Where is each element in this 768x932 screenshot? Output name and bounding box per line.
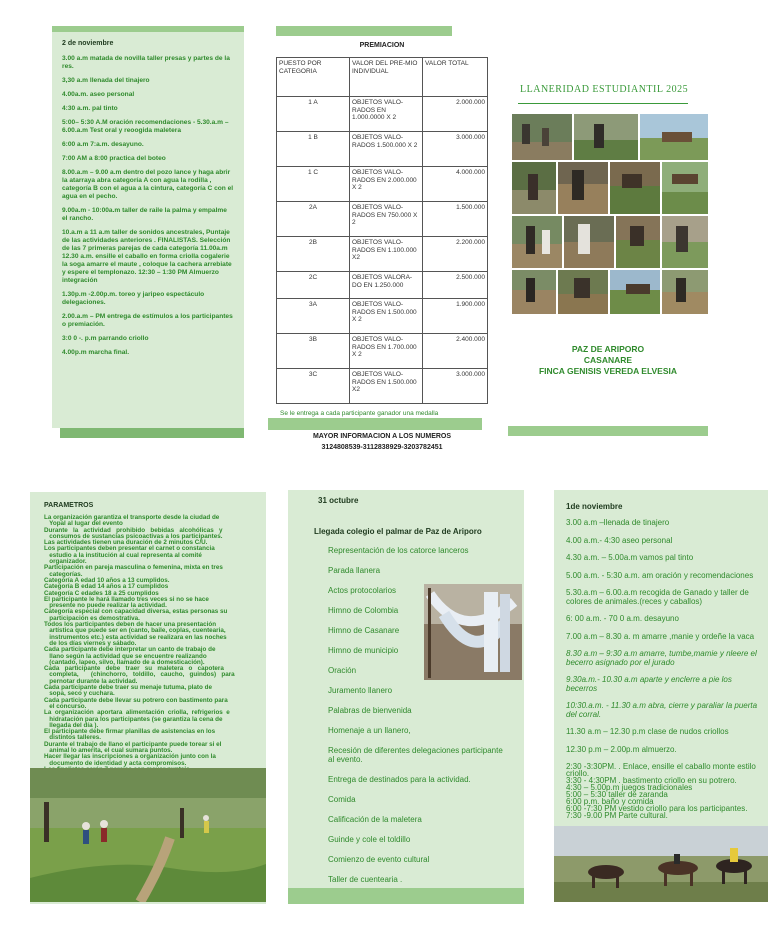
collage-photo-10	[616, 216, 660, 268]
award-row	[277, 132, 488, 167]
award-individual-value: OBJETOS VALO-RADOS EN 1.500.000 X 2	[350, 299, 423, 334]
parameter-line: Cada participante debe traer su menaje tutuma, plato de	[44, 684, 212, 692]
award-individual-value: OBJETOS VALO-RADOS EN 1.500.000 X2	[350, 369, 423, 404]
award-row	[277, 272, 488, 299]
schedule-nov2-item: 5:00– 5:30 A.M oración recomendaciones - 5.30.a.m – 6.00.a.m Test oral y reoogida maletera	[62, 119, 229, 134]
parameter-line: consumos de sustancias psicoactivas a los participantes.	[44, 532, 223, 540]
schedule-nov1-item: 11.30 a.m – 12.30 p.m clase de nudos criollos	[566, 727, 729, 736]
schedule-nov2-item: 2.00.a.m – PM entrega de estímulos a los participantes o premiación.	[62, 313, 233, 328]
award-position: 3C	[277, 369, 350, 404]
award-position: 1 B	[277, 132, 350, 167]
award-position: 3A	[277, 299, 350, 334]
schedule-oct31-panel	[288, 490, 524, 902]
hammock-photo	[424, 584, 522, 680]
schedule-nov1-item: 7.00 a.m – 8.30 a. m amarre ,manie y ordeñe la vaca	[566, 631, 755, 641]
cover-place-department: CASANARE	[583, 355, 633, 365]
schedule-nov2-item: 9.00a.m - 10:00a.m taller de raile la palma y empalme el rancho.	[62, 207, 227, 222]
panel2-bottom-bar	[268, 418, 482, 430]
award-row	[277, 334, 488, 369]
schedule-nov1-item: 5.30.a.m – 6.00.a.m recogida de Ganado y taller de colores de animales.(reces y caballos)	[566, 588, 749, 606]
schedule-nov1-item: 10:30.a.m. - 11.30 a.m abra, cierre y paraliar la puerta del corral.	[566, 701, 758, 719]
schedule-nov1-item: 5.00 a.m. - 5:30 a.m. am oración y recomendaciones	[566, 570, 754, 580]
schedule-nov1-item: 4.30 a.m. – 5.00a.m vamos pal tinto	[566, 553, 694, 562]
schedule-nov1-item: 4.00 a.m.- 4:30 aseo personal	[566, 535, 673, 545]
schedule-oct31-item: Comienzo de evento cultural	[328, 855, 430, 864]
parameter-line: (cantado, lapeo, silvo, llamado de a domesticación).	[44, 658, 205, 666]
collage-photo-7	[662, 162, 708, 214]
cover-place-municipality: PAZ DE ARIPORO	[571, 344, 645, 354]
award-total-value: 1.500.000	[423, 202, 488, 237]
parameter-line: Categoría A edad 10 años a 13 cumplidos.	[44, 576, 170, 584]
info-title: MAYOR INFORMACION A LOS NUMEROS	[312, 433, 452, 440]
parameter-line: La organización aportara alimentación criolla, refrigerios e	[44, 709, 230, 717]
award-position: 3B	[277, 334, 350, 369]
award-individual-value: OBJETOS VALO-RADOS EN 1.000.0000 X 2	[350, 97, 423, 132]
parameter-line: pernotar durante la actividad.	[44, 677, 138, 685]
cover-photo-collage	[512, 114, 708, 314]
collage-photo-2	[574, 114, 638, 160]
header-individual-value: VALOR DEL PRE-MIO INDIVIDUAL	[350, 58, 423, 97]
parameter-line: organizador.	[44, 558, 87, 566]
parameter-line: Yopal al lugar del evento	[44, 520, 123, 528]
parameter-line: Participación en pareja masculina o femenina, mixta en tres	[44, 564, 223, 572]
schedule-oct31-item: Himno de Colombia	[328, 606, 399, 615]
awards-table	[276, 57, 488, 404]
parameter-line: El participante le hará llamado tres veces si no se hace	[44, 595, 209, 603]
schedule-nov2-item: 10.a.m a 11 a.m taller de sonidos ancestrales, Puntaje de las actividades anteriores . FINALISTAS. Selección de las 7 primeras parejas de cada categoría 11.00a.m 12.30 a.m. ensille el caballo en forma criolla cogalerie la soga amarre el maute , coloque la cachera arrebiate y espere el templonazo. 12:30 – 1:30 PM Almuerzo integración	[62, 229, 232, 284]
award-row	[277, 97, 488, 132]
parameter-line: La organización garantiza el transporte desde la ciudad de	[44, 514, 220, 521]
schedule-nov2-item: 3:0 0 -. p.m parrando criollo	[62, 335, 149, 342]
schedule-oct31-item: Representación de los catorce lanceros	[328, 546, 469, 555]
parameter-line: Durante el trabajo de llano el participante puede torear si el	[44, 740, 222, 748]
schedule-oct31-item: Comida	[328, 795, 356, 804]
award-position: 2B	[277, 237, 350, 272]
schedule-nov2-item: 6:00 a.m 7:a.m. desayuno.	[62, 141, 144, 148]
parameter-line: el concurso.	[44, 702, 87, 710]
award-total-value: 2.400.000	[423, 334, 488, 369]
award-position: 2C	[277, 272, 350, 299]
award-row	[277, 237, 488, 272]
award-row	[277, 369, 488, 404]
collage-photo-4	[512, 162, 556, 214]
schedule-oct31-item: Recesión de diferentes delegaciones participante al evento.	[328, 746, 503, 764]
cover-title: LLANERIDAD ESTUDIANTIL 2025	[520, 84, 689, 95]
award-total-value: 3.000.000	[423, 132, 488, 167]
award-individual-value: OBJETOS VALO-RADOS 1.500.000 X 2	[350, 132, 423, 167]
schedule-nov1-item: 8.30 a.m – 9:30 a.m amarre, tumbe,mamie y nleere el becerro asignado por el jurado	[566, 649, 757, 667]
collage-photo-9	[564, 216, 614, 268]
schedule-oct31-item: Guinde y cole el toldillo	[328, 835, 411, 844]
award-total-value: 4.000.000	[423, 167, 488, 202]
schedule-nov1-item: 4:30 – 5.00p.m juegos tradicionales	[566, 783, 693, 792]
parameter-line: llegada del día ).	[44, 721, 99, 729]
parameters-title: PARAMETROS	[44, 502, 94, 509]
schedule-oct31-item: Homenaje a un llanero,	[328, 726, 411, 735]
parameter-line: categorías.	[44, 570, 83, 578]
schedule-nov2-title: 2 de noviembre	[62, 40, 114, 47]
collage-photo-3	[640, 114, 708, 160]
collage-photo-1	[512, 114, 572, 160]
panel3-bottom-bar	[508, 426, 708, 436]
parameter-line: distintos talleres.	[44, 734, 102, 742]
cover-title-underline	[518, 103, 688, 104]
schedule-nov1-item: 5:00 – 5:30 taller de zaranda	[566, 790, 668, 799]
schedule-nov1-item: 2:30 -3:30PM. . Enlace, ensille el caballo monte estilo criollo.	[566, 762, 756, 778]
parameter-line: Durante la actividad prohibido bebidas alcohólicas y	[44, 526, 223, 534]
schedule-oct31-item: Oración	[328, 666, 357, 675]
award-individual-value: OBJETOS VALO-RADOS EN 750.000 X 2	[350, 202, 423, 237]
parameter-line: instrumentos etc.) esta actividad se realizara en las noches	[44, 633, 227, 641]
schedule-nov2-item: 4.00a.m. aseo personal	[62, 91, 135, 98]
schedule-nov1-item: 7:30 -9.00 PM Parte cultural.	[566, 811, 668, 820]
awards-heading: PREMIACION	[359, 42, 405, 49]
schedule-nov2-item: 4:30 a.m. pal tinto	[62, 105, 118, 112]
schedule-oct31-item: Himno de Casanare	[328, 626, 400, 635]
award-individual-value: OBJETOS VALO-RADOS EN 1.700.000 X 2	[350, 334, 423, 369]
award-individual-value: OBJETOS VALO-RADOS EN 1.100.000 X2	[350, 237, 423, 272]
award-individual-value: OBJETOS VALORA-DO EN 1.250.000	[350, 272, 423, 299]
schedule-nov2-item: 8.00.a.m – 9.00 a.m dentro del pozo lance y haga abrir la atarraya abra categoría A con agua la rodilla , categoría B con el agua a la cintura, categoría C con el agua en el pecho.	[62, 169, 234, 200]
awards-panel	[276, 32, 488, 451]
schedule-oct31-date: 31 octubre	[318, 496, 359, 505]
schedule-nov2-item: 3,30 a.m llenada del tinajero	[62, 77, 150, 84]
collage-photo-5	[558, 162, 608, 214]
header-position: PUESTO POR CATEGORIA	[277, 58, 350, 97]
parameter-line: hidratación para los participantes (se garantiza la cena de	[44, 715, 223, 723]
schedule-nov1-item: 6: 00 a.m. - 70 0 a.m. desayuno	[566, 614, 679, 623]
schedule-nov1-date: 1de noviembre	[566, 502, 623, 511]
schedule-nov2-panel	[52, 32, 244, 428]
parameters-list	[44, 515, 252, 786]
parameter-line: Cada participante debe llevar su potrero con bastimento para	[44, 696, 228, 704]
parameter-line: Categoría B edad 14 años a 17 cumplidos	[44, 583, 169, 591]
schedule-oct31-item: Parada llanera	[328, 566, 381, 575]
medal-note: Se le entrega a cada participante ganador una medalla	[280, 410, 439, 417]
schedule-nov1-item: 6:00 -7:30 PM vestido criollo para los participantes.	[566, 804, 748, 813]
parameter-line: artística que puede ser en (canto, baile, coplas, cuentearia,	[44, 627, 226, 635]
award-total-value: 2.200.000	[423, 237, 488, 272]
parameter-line: presente no puede realizar la actividad.	[44, 602, 167, 610]
schedule-nov2-list	[62, 55, 234, 357]
award-position: 1 A	[277, 97, 350, 132]
parameter-line: Todos los participantes deben de hacer una presentación	[44, 621, 217, 629]
parameter-line: Cada participante debe interpretar un canto de trabajo de	[44, 646, 216, 654]
parameter-line: El participante debe firmar planillas de asistencias en los	[44, 728, 216, 736]
collage-photo-14	[610, 270, 660, 314]
panel1-bottom-bar	[60, 428, 244, 438]
award-total-value: 1.900.000	[423, 299, 488, 334]
award-total-value: 2.500.000	[423, 272, 488, 299]
award-individual-value: OBJETOS VALO-RADOS EN 2.000.000 X 2	[350, 167, 423, 202]
collage-photo-8	[512, 216, 562, 268]
schedule-nov1-list	[554, 519, 768, 819]
schedule-oct31-item: Juramento llanero	[328, 686, 393, 695]
parameter-line: documento de identidad y acta compromisos.	[44, 759, 187, 767]
schedule-nov1-item: 6:00 p.m. baño y comida	[566, 797, 654, 806]
schedule-nov1-item: 12.30 p.m – 2.00p.m almuerzo.	[566, 744, 677, 754]
cover-place-venue: FINCA GENISIS VEREDA ELVESIA	[538, 366, 678, 376]
parameter-line: Los participantes deben presentar el carnet o constancia	[44, 545, 215, 553]
parameter-line: Categoría C edades 18 a 25 cumplidos	[44, 589, 159, 597]
collage-photo-13	[558, 270, 608, 314]
schedule-oct31-item: Calificación de la maletera	[328, 815, 422, 824]
collage-photo-12	[512, 270, 556, 314]
award-total-value: 3.000.000	[423, 369, 488, 404]
parameter-line: llano según la actividad que se encuentre realizando	[44, 652, 207, 660]
award-total-value: 2.000.000	[423, 97, 488, 132]
parameter-line: animal lo amerita, el cual sumara puntos.	[44, 746, 173, 754]
parameter-line: Categoría especial con capacidad diversa, estas personas su	[44, 608, 228, 616]
schedule-nov2-item: 1.30p.m -2.00p.m. toreo y jaripeo espectáculo delegaciones.	[62, 291, 205, 306]
horse-riders-photo	[554, 826, 768, 902]
arrival-line: Llegada colegio el palmar de Paz de Ariporo	[314, 527, 482, 536]
collage-photo-11	[662, 216, 708, 268]
parameter-line: estudio a la institución al cual representa al comité	[44, 551, 202, 559]
contact-phones: 3124808539-3112838929-3203782451	[321, 444, 443, 451]
parameter-line: participación es demostrativa.	[44, 614, 140, 622]
header-total-value: VALOR TOTAL	[423, 58, 488, 97]
parameter-line: Hacer llegar las inscripciones a organización junto con la	[44, 753, 216, 761]
award-row	[277, 299, 488, 334]
parameter-line: Cada participante debe traer su maletera o capotera	[44, 665, 224, 673]
schedule-oct31-item: Actos protocolarios	[328, 586, 397, 595]
schedule-oct31-item: Taller de cuentearia .	[328, 875, 403, 884]
schedule-nov1-item: 9.30a.m.- 10.30 a.m aparte y enclerre a pie los becerros	[566, 675, 732, 693]
collage-photo-15	[662, 270, 708, 314]
schedule-nov2-item: 4.00p.m marcha final.	[62, 349, 130, 356]
award-position: 1 C	[277, 167, 350, 202]
parameter-line: Las actividades tienen una duración de 2 minutos C/U.	[44, 539, 208, 547]
schedule-nov1-item: 3:30 - 4:30PM . bastimento criollo en su potrero.	[566, 776, 737, 785]
panel5-bottom-bar	[288, 888, 524, 904]
award-row	[277, 202, 488, 237]
schedule-nov2-item: 3.00 a.m matada de novilla taller presas y partes de la res.	[62, 55, 230, 70]
award-row	[277, 167, 488, 202]
schedule-oct31-item: Himno de municipio	[328, 646, 399, 655]
award-position: 2A	[277, 202, 350, 237]
cover-panel	[508, 26, 708, 436]
schedule-nov2-item: 7:00 AM a 8:00 practica del boteo	[62, 155, 166, 162]
parameter-line: de los días viernes y sábado.	[44, 639, 137, 647]
parameter-line: completa, (chinchorro, toldillo, caucho, guindos) para	[44, 671, 235, 679]
schedule-oct31-item: Entrega de destinados para la actividad.	[328, 775, 471, 784]
collage-photo-6	[610, 162, 660, 214]
schedule-oct31-item: Palabras de bienvenida	[328, 706, 412, 715]
parameters-photo	[30, 768, 266, 902]
parameter-line: sopa, seco y cuchara.	[44, 690, 115, 698]
schedule-nov1-item: 3.00 a.m –llenada de tinajero	[566, 518, 670, 527]
awards-header-row	[277, 58, 488, 97]
